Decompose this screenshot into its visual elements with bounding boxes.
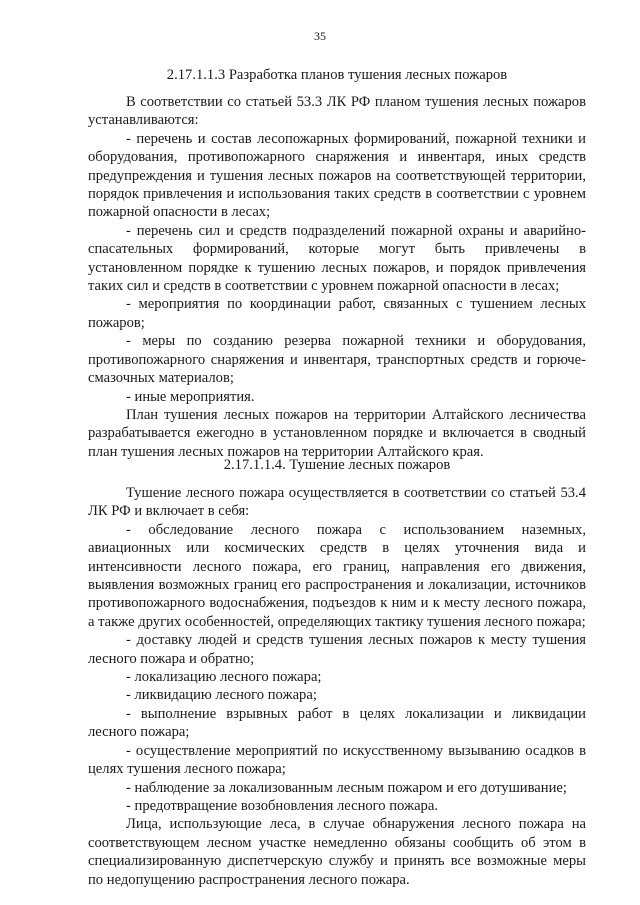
- section-heading-extinguishing: 2.17.1.1.4. Тушение лесных пожаров: [223, 457, 451, 473]
- list-item: - перечень и состав лесопожарных формирований, пожарной техники и оборудования, противопожарного снаряжения и инвентаря, иных средств предупреждения и тушения лесных пожаров на соответствующей территории, порядок привлечения и использования таких средств в соответствии с уровнем пожарной опасности в лесах;: [88, 130, 586, 221]
- section-heading-planning: 2.17.1.1.3 Разработка планов тушения лесных пожаров: [166, 67, 508, 83]
- list-item: - наблюдение за локализованным лесным пожаром и его дотушивание;: [126, 779, 567, 796]
- paragraph-closing: Лица, использующие леса, в случае обнаружения лесного пожара на соответствующем лесном участке немедленно обязаны сообщить об этом в специализированную диспетчерскую службу и принять все возможные меры по недопущению распространения лесного пожара.: [88, 816, 586, 888]
- page-number: 35: [314, 29, 326, 43]
- list-item: - ликвидацию лесного пожара;: [126, 687, 317, 704]
- section-planning: [88, 66, 586, 84]
- list-item: - обследование лесного пожара с использованием наземных, авиационных или космических средств в целях уточнения вида и интенсивности лесного пожара, его границ, направления его движения, выявления возможных границ его распространения и локализации, источников противопожарного водоснабжения, подъездов к ним и к месту лесного пожара, а также других особенностей, определяющих тактику тушения лесного пожара;: [88, 521, 586, 630]
- list-item: - локализацию лесного пожара;: [126, 669, 322, 686]
- list-item: - перечень сил и средств подразделений пожарной охраны и аварийно-спасательных формирований, которые могут быть привлечены в установленном порядке к тушению лесных пожаров, и порядок привлечения таких сил и средств в соответствии с уровнем пожарной опасности в лесах;: [88, 222, 586, 295]
- list-item: - осуществление мероприятий по искусственному вызыванию осадков в целях тушения лесного пожара;: [88, 742, 586, 778]
- paragraph-closing: План тушения лесных пожаров на территории Алтайского лесничества разрабатывается ежегодно в установленном порядке и включается в сводный план тушения лесных пожаров на территории Алтайского края.: [88, 406, 586, 460]
- section-extinguishing-body: [88, 484, 586, 889]
- list-item: - мероприятия по координации работ, связанных с тушением лесных пожаров;: [88, 296, 586, 331]
- paragraph-intro: Тушение лесного пожара осуществляется в соответствии со статьей 53.4 ЛК РФ и включает в себя:: [88, 485, 586, 520]
- list-item: - выполнение взрывных работ в целях локализации и ликвидации лесного пожара;: [88, 705, 586, 741]
- list-item: - иные мероприятия.: [126, 388, 255, 405]
- list-item: - предотвращение возобновления лесного пожара.: [126, 797, 438, 814]
- list-item: - меры по созданию резерва пожарной техники и оборудования, противопожарного снаряжения и инвентаря, транспортных средств и горюче-смазочных материалов;: [88, 333, 586, 387]
- paragraph-intro: В соответствии со статьей 53.3 ЛК РФ планом тушения лесных пожаров устанавливаются:: [88, 94, 586, 129]
- list-item: - доставку людей и средств тушения лесных пожаров к месту тушения лесного пожара и обратно;: [88, 632, 586, 667]
- section-planning-body: [88, 93, 586, 461]
- section-extinguishing: [88, 456, 586, 474]
